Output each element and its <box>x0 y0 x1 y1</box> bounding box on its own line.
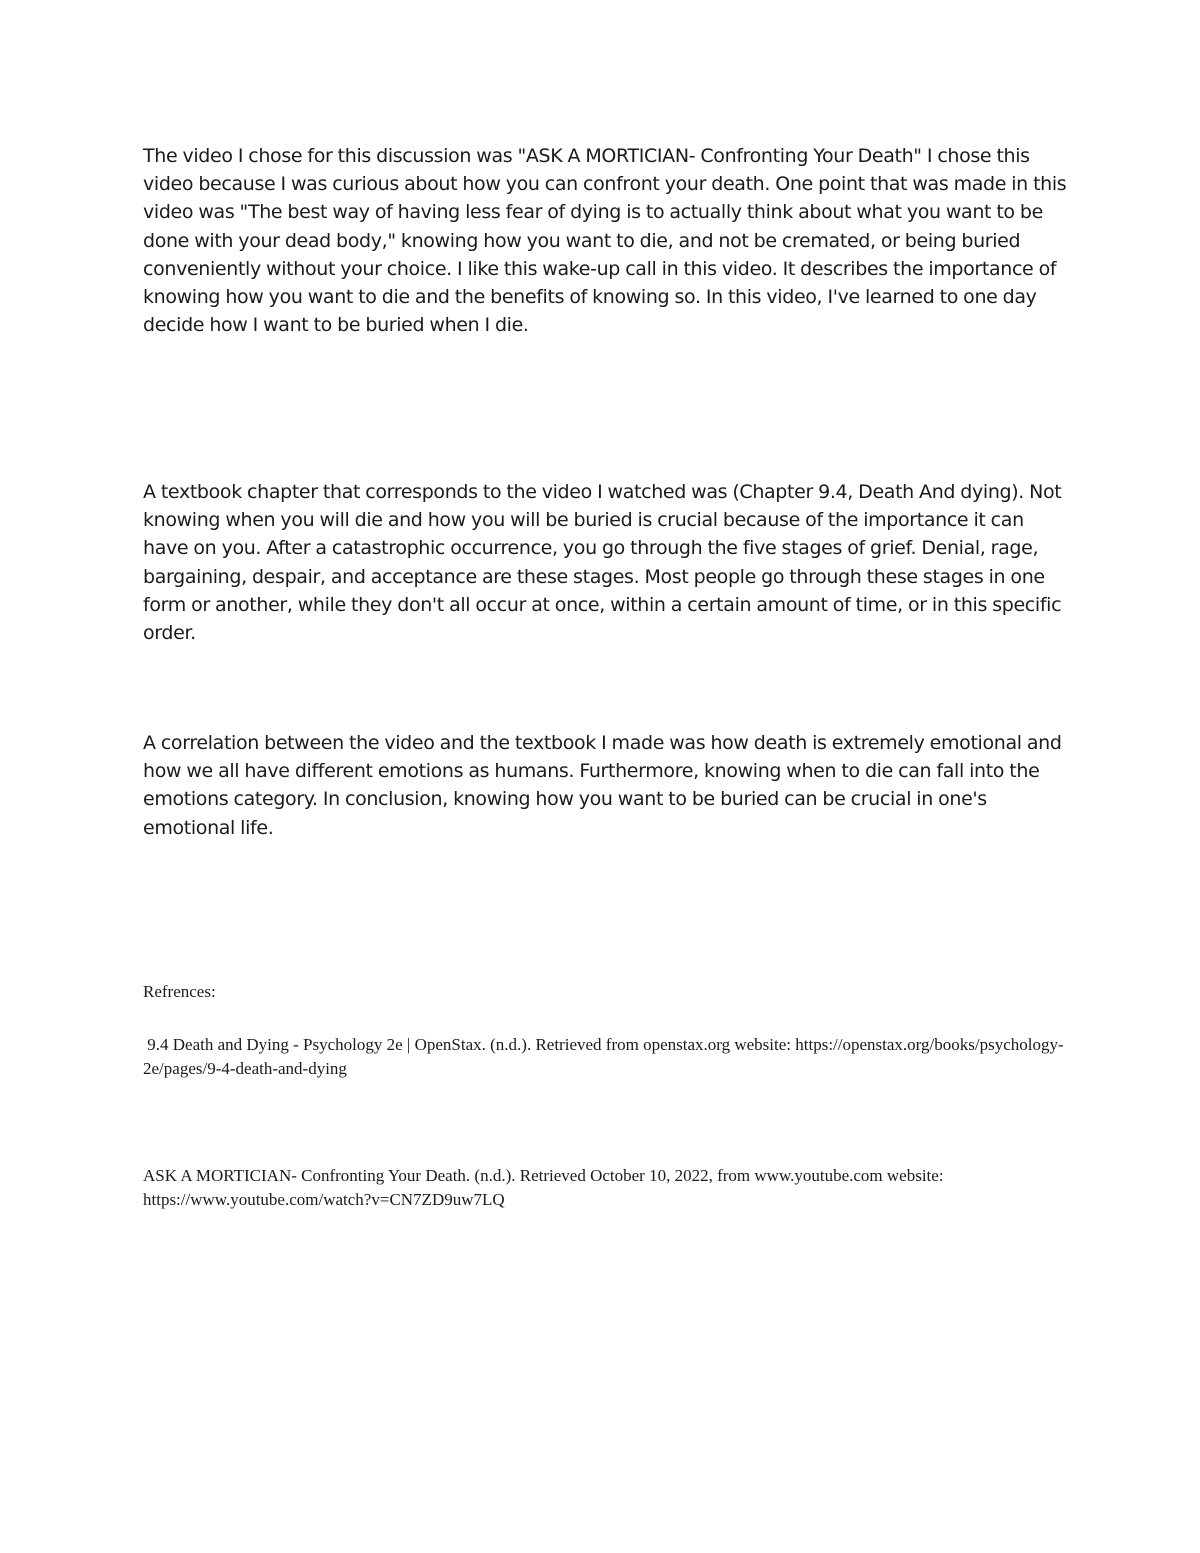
reference-entry-youtube: ASK A MORTICIAN- Confronting Your Death. (n.d.). Retrieved October 10, 2022, from www.youtube.com website: https://www.youtube.com/watch?v=CN7ZD9uw7LQ <box>143 1166 944 1209</box>
paragraph-correlation: A correlation between the video and the textbook I made was how death is extremely emotional and how we all have different emotions as humans. Furthermore, knowing when to die can fall into the emotions category. In conclusion, knowing how you want to be buried can be crucial in one's emotional life. <box>143 732 1062 839</box>
reference-entry-openstax: 9.4 Death and Dying - Psychology 2e | OpenStax. (n.d.). Retrieved from openstax.org website: https://openstax.org/books/psychology-2e/pages/9-4-death-and-dying <box>143 1035 1064 1078</box>
paragraph-video-summary: The video I chose for this discussion was "ASK A MORTICIAN- Confronting Your Death" I chose this video because I was curious about how you can confront your death. One point that was made in this video was "The best way of having less fear of dying is to actually think about what you want to be done with your dead body," knowing how you want to die, and not be cremated, or being buried conveniently without your choice. I like this wake-up call in this video. It describes the importance of knowing how you want to die and the benefits of knowing so. In this video, I've learned to one day decide how I want to be buried when I die. <box>143 145 1067 337</box>
references-heading: Refrences: <box>143 982 216 1001</box>
paragraph-textbook-chapter: A textbook chapter that corresponds to the video I watched was (Chapter 9.4, Death And dying). Not knowing when you will die and how you will be buried is crucial because of the importance it can have on you. After a catastrophic occurrence, you go through the five stages of grief. Denial, rage, bargaining, despair, and acceptance are these stages. Most people go through these stages in one form or another, while they don't all occur at once, within a certain amount of time, or in this specific order. <box>143 481 1062 645</box>
